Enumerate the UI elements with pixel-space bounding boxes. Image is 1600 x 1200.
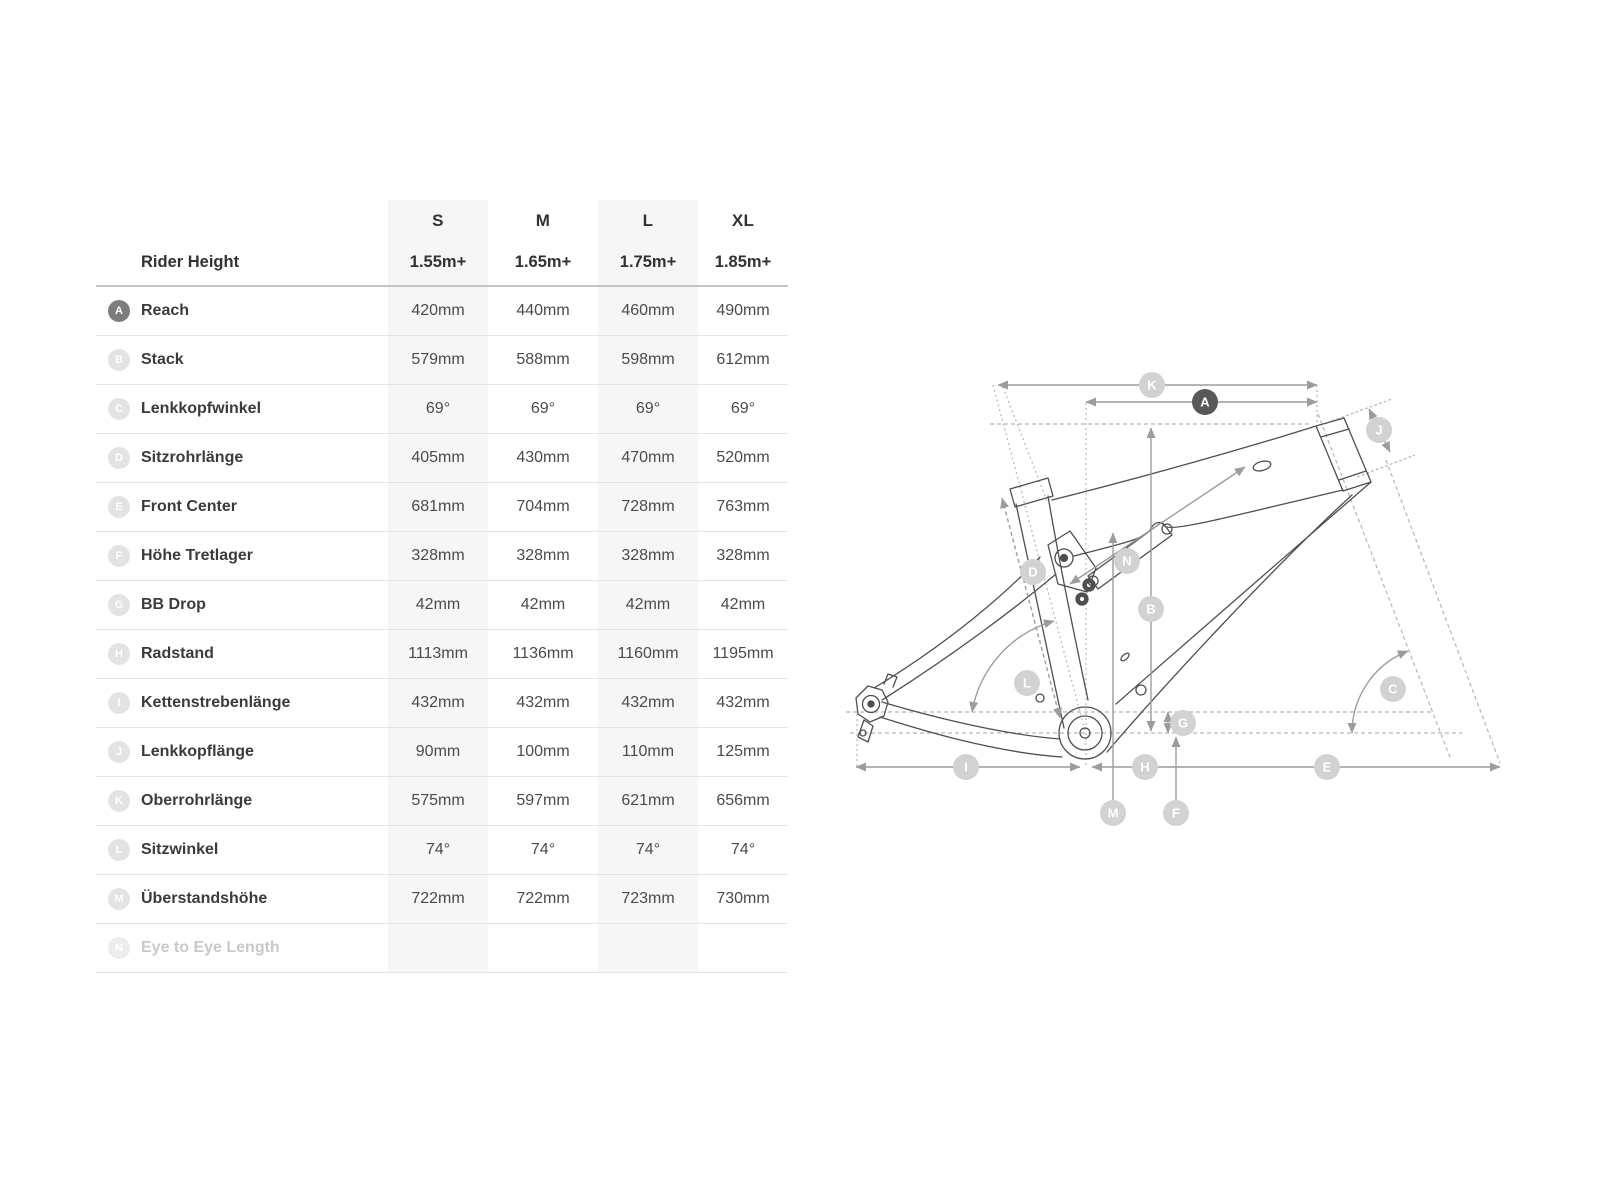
- value-cell-A-S: 420mm: [388, 287, 488, 335]
- svg-text:C: C: [1388, 681, 1398, 697]
- down-tube-upper: [1116, 482, 1371, 704]
- value-cell-J-M: 100mm: [516, 743, 570, 760]
- row-label: Front Center: [141, 498, 237, 515]
- diagram-badge-A[interactable]: [1192, 389, 1218, 415]
- down-tube-lower: [1107, 495, 1352, 752]
- svg-text:B: B: [1146, 601, 1156, 617]
- construction-lines: [846, 385, 1500, 766]
- row-label-cell: [96, 630, 388, 678]
- value-cell-L-XL: 74°: [730, 841, 756, 858]
- row-label-cell: [96, 581, 388, 629]
- value-cell-H-M: 1136mm: [512, 645, 574, 662]
- rider-height-label: Rider Height: [141, 253, 240, 271]
- downtube-port: [1120, 652, 1131, 662]
- size-rider-height: 1.55m+: [409, 253, 467, 271]
- value-cell-L-M: 74°: [530, 841, 556, 858]
- downtube-bolt: [1136, 685, 1146, 695]
- dim-L-seatangle-arc: [972, 621, 1054, 712]
- value-cell-H-L: 1160mm: [598, 630, 698, 678]
- row-label-cell: [96, 483, 388, 531]
- rear-axle-center: [868, 701, 874, 707]
- table-row-B[interactable]: [96, 336, 788, 385]
- value-cell-G-S: 42mm: [388, 581, 488, 629]
- toptube-port: [1252, 459, 1272, 472]
- value-cell-M-S: 722mm: [388, 875, 488, 923]
- table-row-G[interactable]: [96, 581, 788, 630]
- rider-height-cell: [96, 200, 388, 285]
- row-label-cell: [96, 924, 388, 972]
- value-cell-K-M: 597mm: [516, 792, 570, 809]
- row-label: Lenkkopflänge: [141, 743, 254, 760]
- size-code: M: [535, 211, 551, 230]
- top-tube-lower: [1074, 490, 1343, 556]
- row-badge-I: I: [108, 692, 130, 714]
- row-badge-L: L: [108, 839, 130, 861]
- value-cell-K-XL: 656mm: [716, 792, 770, 809]
- row-label-cell: [96, 385, 388, 433]
- value-cell-C-XL: 69°: [730, 400, 756, 417]
- table-row-K[interactable]: [96, 777, 788, 826]
- table-row-D[interactable]: [96, 434, 788, 483]
- table-body: [96, 287, 788, 973]
- steering-axis-line: [1318, 414, 1451, 760]
- value-cell-G-L: 42mm: [598, 581, 698, 629]
- value-cell-D-M: 430mm: [516, 449, 570, 466]
- value-cell-J-S: 90mm: [388, 728, 488, 776]
- table-row-E[interactable]: [96, 483, 788, 532]
- value-cell-F-S: 328mm: [388, 532, 488, 580]
- svg-text:E: E: [1322, 759, 1332, 775]
- row-label: Sitzwinkel: [141, 841, 219, 858]
- size-header-S: [388, 200, 488, 285]
- value-cell-N-S: [388, 924, 488, 972]
- value-cell-F-XL: 328mm: [716, 547, 770, 564]
- diagram-badge-N[interactable]: [1114, 548, 1140, 574]
- dim-N-eyetoeye: [1070, 467, 1245, 584]
- row-label: Eye to Eye Length: [141, 939, 280, 956]
- value-cell-L-S: 74°: [388, 826, 488, 874]
- row-label: Lenkkopfwinkel: [141, 400, 262, 417]
- row-label-cell: [96, 287, 388, 335]
- value-cell-I-L: 432mm: [598, 679, 698, 727]
- size-rider-height: 1.65m+: [514, 253, 572, 271]
- value-cell-E-XL: 763mm: [716, 498, 770, 515]
- diagram-badge-J[interactable]: [1366, 417, 1392, 443]
- top-tube-upper: [1052, 426, 1316, 500]
- row-badge-N: N: [108, 937, 130, 959]
- value-cell-A-M: 440mm: [516, 302, 570, 319]
- diagram-badge-B[interactable]: [1138, 596, 1164, 622]
- value-cell-I-XL: 432mm: [716, 694, 770, 711]
- table-row-C[interactable]: [96, 385, 788, 434]
- svg-text:N: N: [1122, 553, 1132, 569]
- value-cell-M-M: 722mm: [516, 890, 570, 907]
- diagram-badge-C[interactable]: [1380, 676, 1406, 702]
- row-label-cell: [96, 728, 388, 776]
- value-cell-F-M: 328mm: [516, 547, 570, 564]
- svg-text:J: J: [1375, 422, 1383, 438]
- row-label-cell: [96, 826, 388, 874]
- svg-text:G: G: [1177, 715, 1189, 731]
- size-rider-height: 1.75m+: [619, 253, 677, 271]
- table-row-M[interactable]: [96, 875, 788, 924]
- headtube-ext-bottom: [1357, 455, 1415, 477]
- svg-text:H: H: [1140, 759, 1150, 775]
- value-cell-I-M: 432mm: [516, 694, 570, 711]
- value-cell-D-S: 405mm: [388, 434, 488, 482]
- frame-geometry-diagram: [830, 350, 1520, 830]
- size-header-L: [598, 200, 698, 285]
- value-cell-K-L: 621mm: [598, 777, 698, 825]
- row-badge-F: F: [108, 545, 130, 567]
- row-label: Höhe Tretlager: [141, 547, 254, 564]
- value-cell-N-L: [598, 924, 698, 972]
- value-cell-J-XL: 125mm: [716, 743, 770, 760]
- value-cell-E-S: 681mm: [388, 483, 488, 531]
- value-cell-F-L: 328mm: [598, 532, 698, 580]
- fork-offset-line: [1386, 460, 1500, 763]
- table-row-A[interactable]: [96, 287, 788, 336]
- row-label-cell: [96, 875, 388, 923]
- diagram-badges: [953, 372, 1406, 826]
- value-cell-C-L: 69°: [598, 385, 698, 433]
- seat-collar: [1010, 478, 1053, 507]
- value-cell-B-S: 579mm: [388, 336, 488, 384]
- head-cup-top: [1321, 429, 1349, 437]
- diagram-badge-E[interactable]: [1314, 754, 1340, 780]
- value-cell-K-S: 575mm: [388, 777, 488, 825]
- table-row-H[interactable]: [96, 630, 788, 679]
- value-cell-C-M: 69°: [530, 400, 556, 417]
- row-label-cell: [96, 336, 388, 384]
- value-cell-G-XL: 42mm: [720, 596, 766, 613]
- row-label: BB Drop: [141, 596, 206, 613]
- value-cell-E-L: 728mm: [598, 483, 698, 531]
- row-badge-K: K: [108, 790, 130, 812]
- table-row-F[interactable]: [96, 532, 788, 581]
- rocker-pivot-3-hole: [1080, 597, 1084, 601]
- value-cell-G-M: 42mm: [520, 596, 566, 613]
- svg-text:K: K: [1147, 377, 1157, 393]
- value-cell-C-S: 69°: [388, 385, 488, 433]
- table-header: [96, 200, 788, 287]
- value-cell-B-XL: 612mm: [716, 351, 770, 368]
- diagram-badge-K[interactable]: [1139, 372, 1165, 398]
- svg-text:I: I: [964, 759, 968, 775]
- table-row-I[interactable]: [96, 679, 788, 728]
- row-label: Sitzrohrlänge: [141, 449, 244, 466]
- value-cell-M-XL: 730mm: [716, 890, 770, 907]
- row-badge-J: J: [108, 741, 130, 763]
- table-row-L[interactable]: [96, 826, 788, 875]
- value-cell-I-S: 432mm: [388, 679, 488, 727]
- row-label: Reach: [141, 302, 190, 319]
- diagram-badge-I[interactable]: [953, 754, 979, 780]
- row-label: Kettenstrebenlänge: [141, 694, 291, 711]
- diagram-badge-L[interactable]: [1014, 670, 1040, 696]
- size-rider-height: 1.85m+: [714, 253, 772, 271]
- row-badge-A: A: [108, 300, 130, 322]
- row-label-cell: [96, 777, 388, 825]
- value-cell-J-L: 110mm: [598, 728, 698, 776]
- row-label-cell: [96, 434, 388, 482]
- row-badge-C: C: [108, 398, 130, 420]
- value-cell-H-XL: 1195mm: [712, 645, 774, 662]
- size-header-M: [488, 200, 598, 285]
- seattube-bolt: [1036, 694, 1044, 702]
- row-badge-D: D: [108, 447, 130, 469]
- row-badge-H: H: [108, 643, 130, 665]
- row-label: Oberrohrlänge: [141, 792, 253, 809]
- value-cell-M-L: 723mm: [598, 875, 698, 923]
- diagram-badge-F[interactable]: [1163, 800, 1189, 826]
- size-code: S: [432, 211, 444, 230]
- size-header-XL: [698, 200, 788, 285]
- row-badge-M: M: [108, 888, 130, 910]
- row-label: Radstand: [141, 645, 214, 662]
- row-badge-G: G: [108, 594, 130, 616]
- value-cell-B-L: 598mm: [598, 336, 698, 384]
- row-badge-B: B: [108, 349, 130, 371]
- row-badge-E: E: [108, 496, 130, 518]
- value-cell-N-M: [488, 924, 598, 972]
- diagram-badge-D[interactable]: [1020, 559, 1046, 585]
- svg-text:M: M: [1107, 805, 1119, 821]
- value-cell-L-L: 74°: [598, 826, 698, 874]
- value-cell-E-M: 704mm: [516, 498, 570, 515]
- seat-axis-line-2: [1003, 387, 1047, 501]
- value-cell-A-XL: 490mm: [716, 302, 770, 319]
- row-label: Überstandshöhe: [141, 890, 268, 907]
- row-label: Stack: [141, 351, 184, 368]
- diagram-badge-G[interactable]: [1170, 710, 1196, 736]
- size-code: L: [642, 211, 654, 230]
- row-label-cell: [96, 532, 388, 580]
- svg-text:D: D: [1028, 564, 1038, 580]
- seatstay-upper: [874, 557, 1040, 688]
- diagram-badge-M[interactable]: [1100, 800, 1126, 826]
- value-cell-D-L: 470mm: [598, 434, 698, 482]
- size-code: XL: [731, 211, 755, 230]
- diagram-badge-H[interactable]: [1132, 754, 1158, 780]
- value-cell-N-XL: [698, 924, 788, 972]
- value-cell-A-L: 460mm: [598, 287, 698, 335]
- value-cell-H-S: 1113mm: [388, 630, 488, 678]
- table-row-J[interactable]: [96, 728, 788, 777]
- svg-text:L: L: [1023, 675, 1031, 691]
- value-cell-D-XL: 520mm: [716, 449, 770, 466]
- geometry-table: [96, 200, 788, 973]
- value-cell-B-M: 588mm: [516, 351, 570, 368]
- row-label-cell: [96, 679, 388, 727]
- svg-text:F: F: [1172, 805, 1180, 821]
- svg-text:A: A: [1200, 394, 1210, 410]
- rocker-pivot-main-bolt: [1061, 555, 1068, 562]
- table-row-N[interactable]: [96, 924, 788, 973]
